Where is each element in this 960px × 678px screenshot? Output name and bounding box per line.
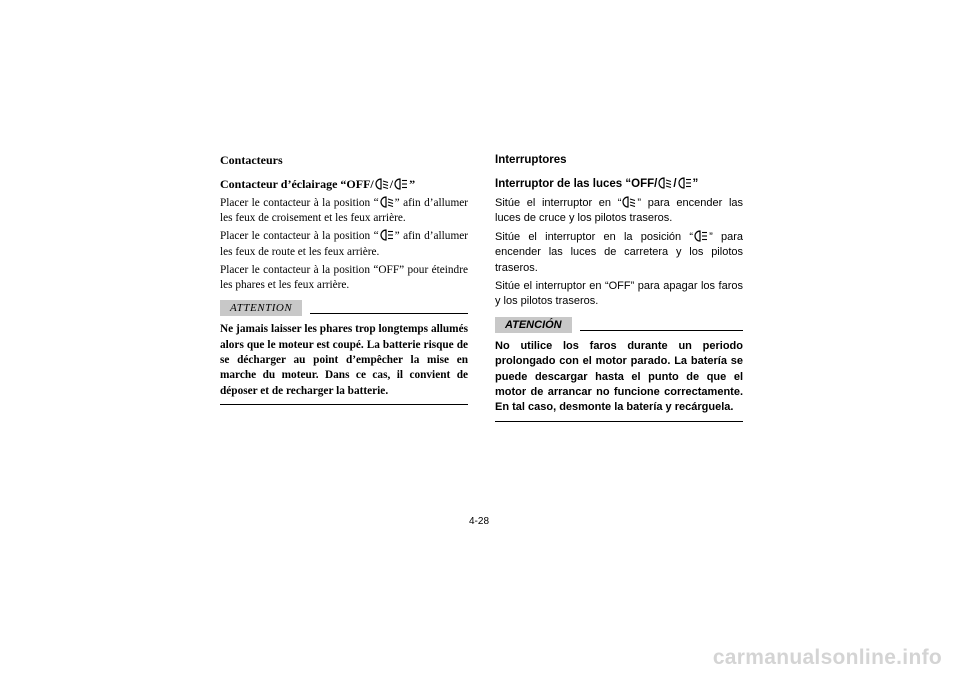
notice-rule <box>580 330 743 331</box>
low-beam-icon <box>658 177 672 189</box>
spanish-column <box>495 152 743 422</box>
low-beam-icon <box>380 196 394 208</box>
paragraph-off: Placer le contacteur à la position “OFF” pour éteindre les phares et les feux arrière. <box>220 263 468 292</box>
paragraph-low-beam: Sitúe el interruptor en “ ” para encender las luces de cruce y los pilotos traseros. <box>495 197 744 225</box>
notice-rule <box>310 313 468 314</box>
paragraph-high-beam: Sitúe el interruptor en la posición “ ” para encender las luces de carretera y los pilotos traseros. <box>495 230 743 274</box>
high-beam-icon <box>678 177 692 189</box>
low-beam-icon <box>375 178 389 190</box>
notice-text: Ne jamais laisser les phares trop longtemps allumés alors que le moteur est coupé. La batterie risque de se décharger au point d’empêcher la mise en marche du moteur. Dans ce cas, il convient de déposer et de recharger la batterie. <box>220 322 468 405</box>
section-title: Interruptores <box>495 154 567 166</box>
notice-badge: ATENCIÓN <box>495 317 572 333</box>
page-number: 4-28 <box>469 516 490 527</box>
notice-box <box>220 299 468 405</box>
high-beam-icon <box>380 229 394 241</box>
watermark: carmanualsonline.info <box>712 646 942 669</box>
low-beam-icon <box>622 196 636 208</box>
paragraph-low-beam: Placer le contacteur à la position “ ” afin d’allumer les feux de croisement et les feux arrière. <box>220 197 469 225</box>
high-beam-icon <box>394 178 408 190</box>
notice-text: No utilice los faros durante un periodo prolongado con el motor parado. La batería se puede descargar hasta el punto de que el motor de arrancar no funcione correctamente. En tal caso, desmonte la batería y recárguela. <box>495 339 743 422</box>
switch-heading: Contacteur d’éclairage “OFF/ / ” <box>220 177 416 191</box>
section-title: Contacteurs <box>220 153 283 167</box>
high-beam-icon <box>694 230 708 242</box>
notice-badge: ATTENTION <box>220 300 302 316</box>
paragraph-off: Sitúe el interruptor en “OFF” para apagar los faros y los pilotos traseros. <box>495 280 743 308</box>
french-column <box>220 152 468 405</box>
notice-box <box>495 316 743 422</box>
switch-heading: Interruptor de las luces “OFF/ / ” <box>495 178 699 190</box>
paragraph-high-beam: Placer le contacteur à la position “ ” afin d’allumer les feux de route et les feux arrière. <box>220 230 469 258</box>
